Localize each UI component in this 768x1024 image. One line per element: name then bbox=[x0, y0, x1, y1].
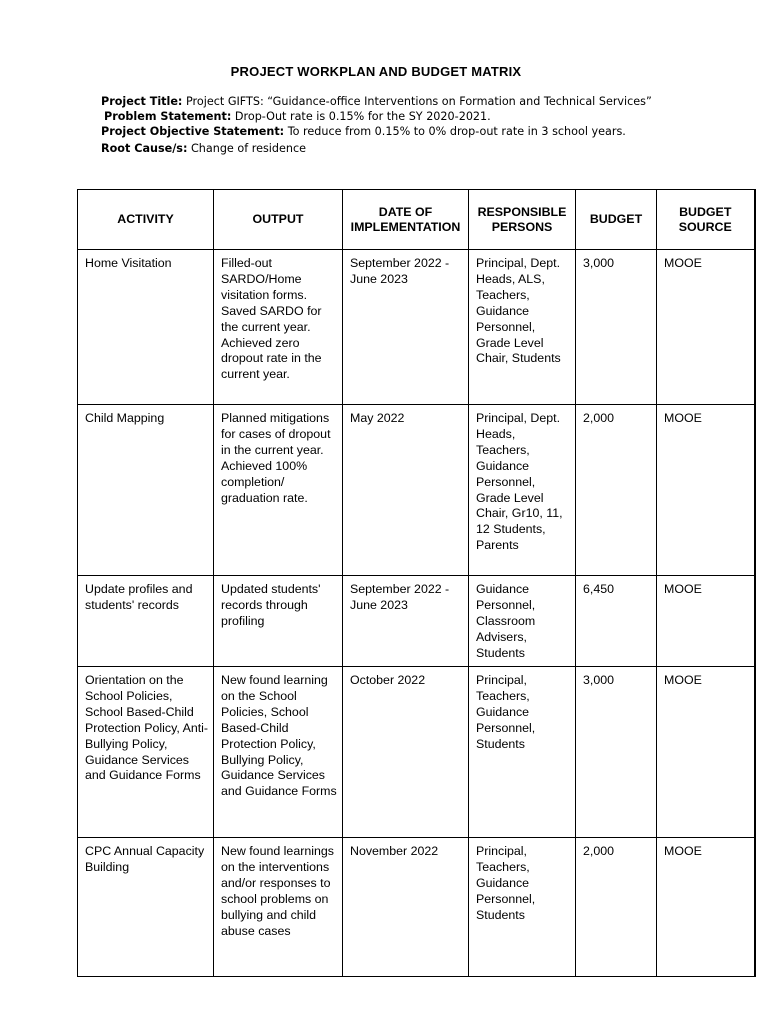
root-cause-line bbox=[101, 141, 661, 156]
cell-responsible: Principal, Teachers, Guidance Personnel, Students bbox=[469, 838, 576, 977]
project-title-line bbox=[101, 94, 661, 109]
cell-output: Filled-out SARDO/Home visitation forms. Saved SARDO for the current year. Achieved zero dropout rate in the current year. bbox=[214, 250, 343, 405]
workplan-table bbox=[77, 189, 756, 977]
table-row bbox=[78, 405, 755, 576]
cell-budget: 2,000 bbox=[576, 838, 657, 977]
cell-activity: Child Mapping bbox=[78, 405, 214, 576]
cell-date: September 2022 - June 2023 bbox=[343, 250, 469, 405]
table-row bbox=[78, 576, 755, 667]
header-budget-source: BUDGET SOURCE bbox=[657, 190, 755, 250]
project-title-value: Project GIFTS: “Guidance-office Interventions on Formation and Technical Services” bbox=[185, 95, 652, 108]
header-activity: ACTIVITY bbox=[78, 190, 214, 250]
cell-date: September 2022 - June 2023 bbox=[343, 576, 469, 667]
root-cause-label: Root Cause/s: bbox=[101, 142, 188, 155]
table-row bbox=[78, 667, 755, 838]
problem-statement-line bbox=[101, 109, 661, 124]
problem-statement-value: Drop-Out rate is 0.15% for the SY 2020-2021. bbox=[234, 110, 491, 123]
table-row bbox=[78, 838, 755, 977]
cell-output: New found learning on the School Policies, School Based-Child Protection Policy, Bullying Policy, Guidance Services and Guidance Forms bbox=[214, 667, 343, 838]
header-date-of-implementation: DATE OF IMPLEMENTATION bbox=[343, 190, 469, 250]
objective-line bbox=[101, 124, 661, 139]
objective-value: To reduce from 0.15% to 0% drop-out rate in 3 school years. bbox=[287, 125, 626, 138]
objective-label: Project Objective Statement: bbox=[101, 125, 285, 138]
cell-responsible: Principal, Dept. Heads, ALS, Teachers, Guidance Personnel, Grade Level Chair, Students bbox=[469, 250, 576, 405]
cell-activity: Home Visitation bbox=[78, 250, 214, 405]
project-title-label: Project Title: bbox=[101, 95, 183, 108]
header-budget: BUDGET bbox=[576, 190, 657, 250]
document-title: PROJECT WORKPLAN AND BUDGET MATRIX bbox=[230, 64, 522, 79]
cell-budget: 2,000 bbox=[576, 405, 657, 576]
cell-activity: CPC Annual Capacity Building bbox=[78, 838, 214, 977]
project-info bbox=[101, 94, 661, 156]
cell-date: November 2022 bbox=[343, 838, 469, 977]
cell-output: New found learnings on the interventions and/or responses to school problems on bullying and child abuse cases bbox=[214, 838, 343, 977]
cell-responsible: Principal, Teachers, Guidance Personnel, Students bbox=[469, 667, 576, 838]
cell-activity: Orientation on the School Policies, School Based-Child Protection Policy, Anti-Bullying Policy, Guidance Services and Guidance Forms bbox=[78, 667, 214, 838]
header-responsible-persons: RESPONSIBLE PERSONS bbox=[469, 190, 576, 250]
cell-date: October 2022 bbox=[343, 667, 469, 838]
cell-output: Updated students' records through profiling bbox=[214, 576, 343, 667]
header-output: OUTPUT bbox=[214, 190, 343, 250]
cell-budget-source: MOOE bbox=[657, 250, 755, 405]
cell-budget-source: MOOE bbox=[657, 838, 755, 977]
cell-responsible: Principal, Dept. Heads, Teachers, Guidance Personnel, Grade Level Chair, Gr10, 11, 12 Students, Parents bbox=[469, 405, 576, 576]
cell-responsible: Guidance Personnel, Classroom Advisers, Students bbox=[469, 576, 576, 667]
problem-statement-label: Problem Statement: bbox=[104, 110, 232, 123]
cell-budget: 3,000 bbox=[576, 667, 657, 838]
cell-budget-source: MOOE bbox=[657, 576, 755, 667]
table-header-row bbox=[78, 190, 755, 250]
cell-budget-source: MOOE bbox=[657, 667, 755, 838]
cell-date: May 2022 bbox=[343, 405, 469, 576]
table-row bbox=[78, 250, 755, 405]
cell-output: Planned mitigations for cases of dropout in the current year. Achieved 100% completion/ graduation rate. bbox=[214, 405, 343, 576]
root-cause-value: Change of residence bbox=[190, 142, 306, 155]
cell-activity: Update profiles and students' records bbox=[78, 576, 214, 667]
cell-budget: 3,000 bbox=[576, 250, 657, 405]
cell-budget-source: MOOE bbox=[657, 405, 755, 576]
cell-budget: 6,450 bbox=[576, 576, 657, 667]
